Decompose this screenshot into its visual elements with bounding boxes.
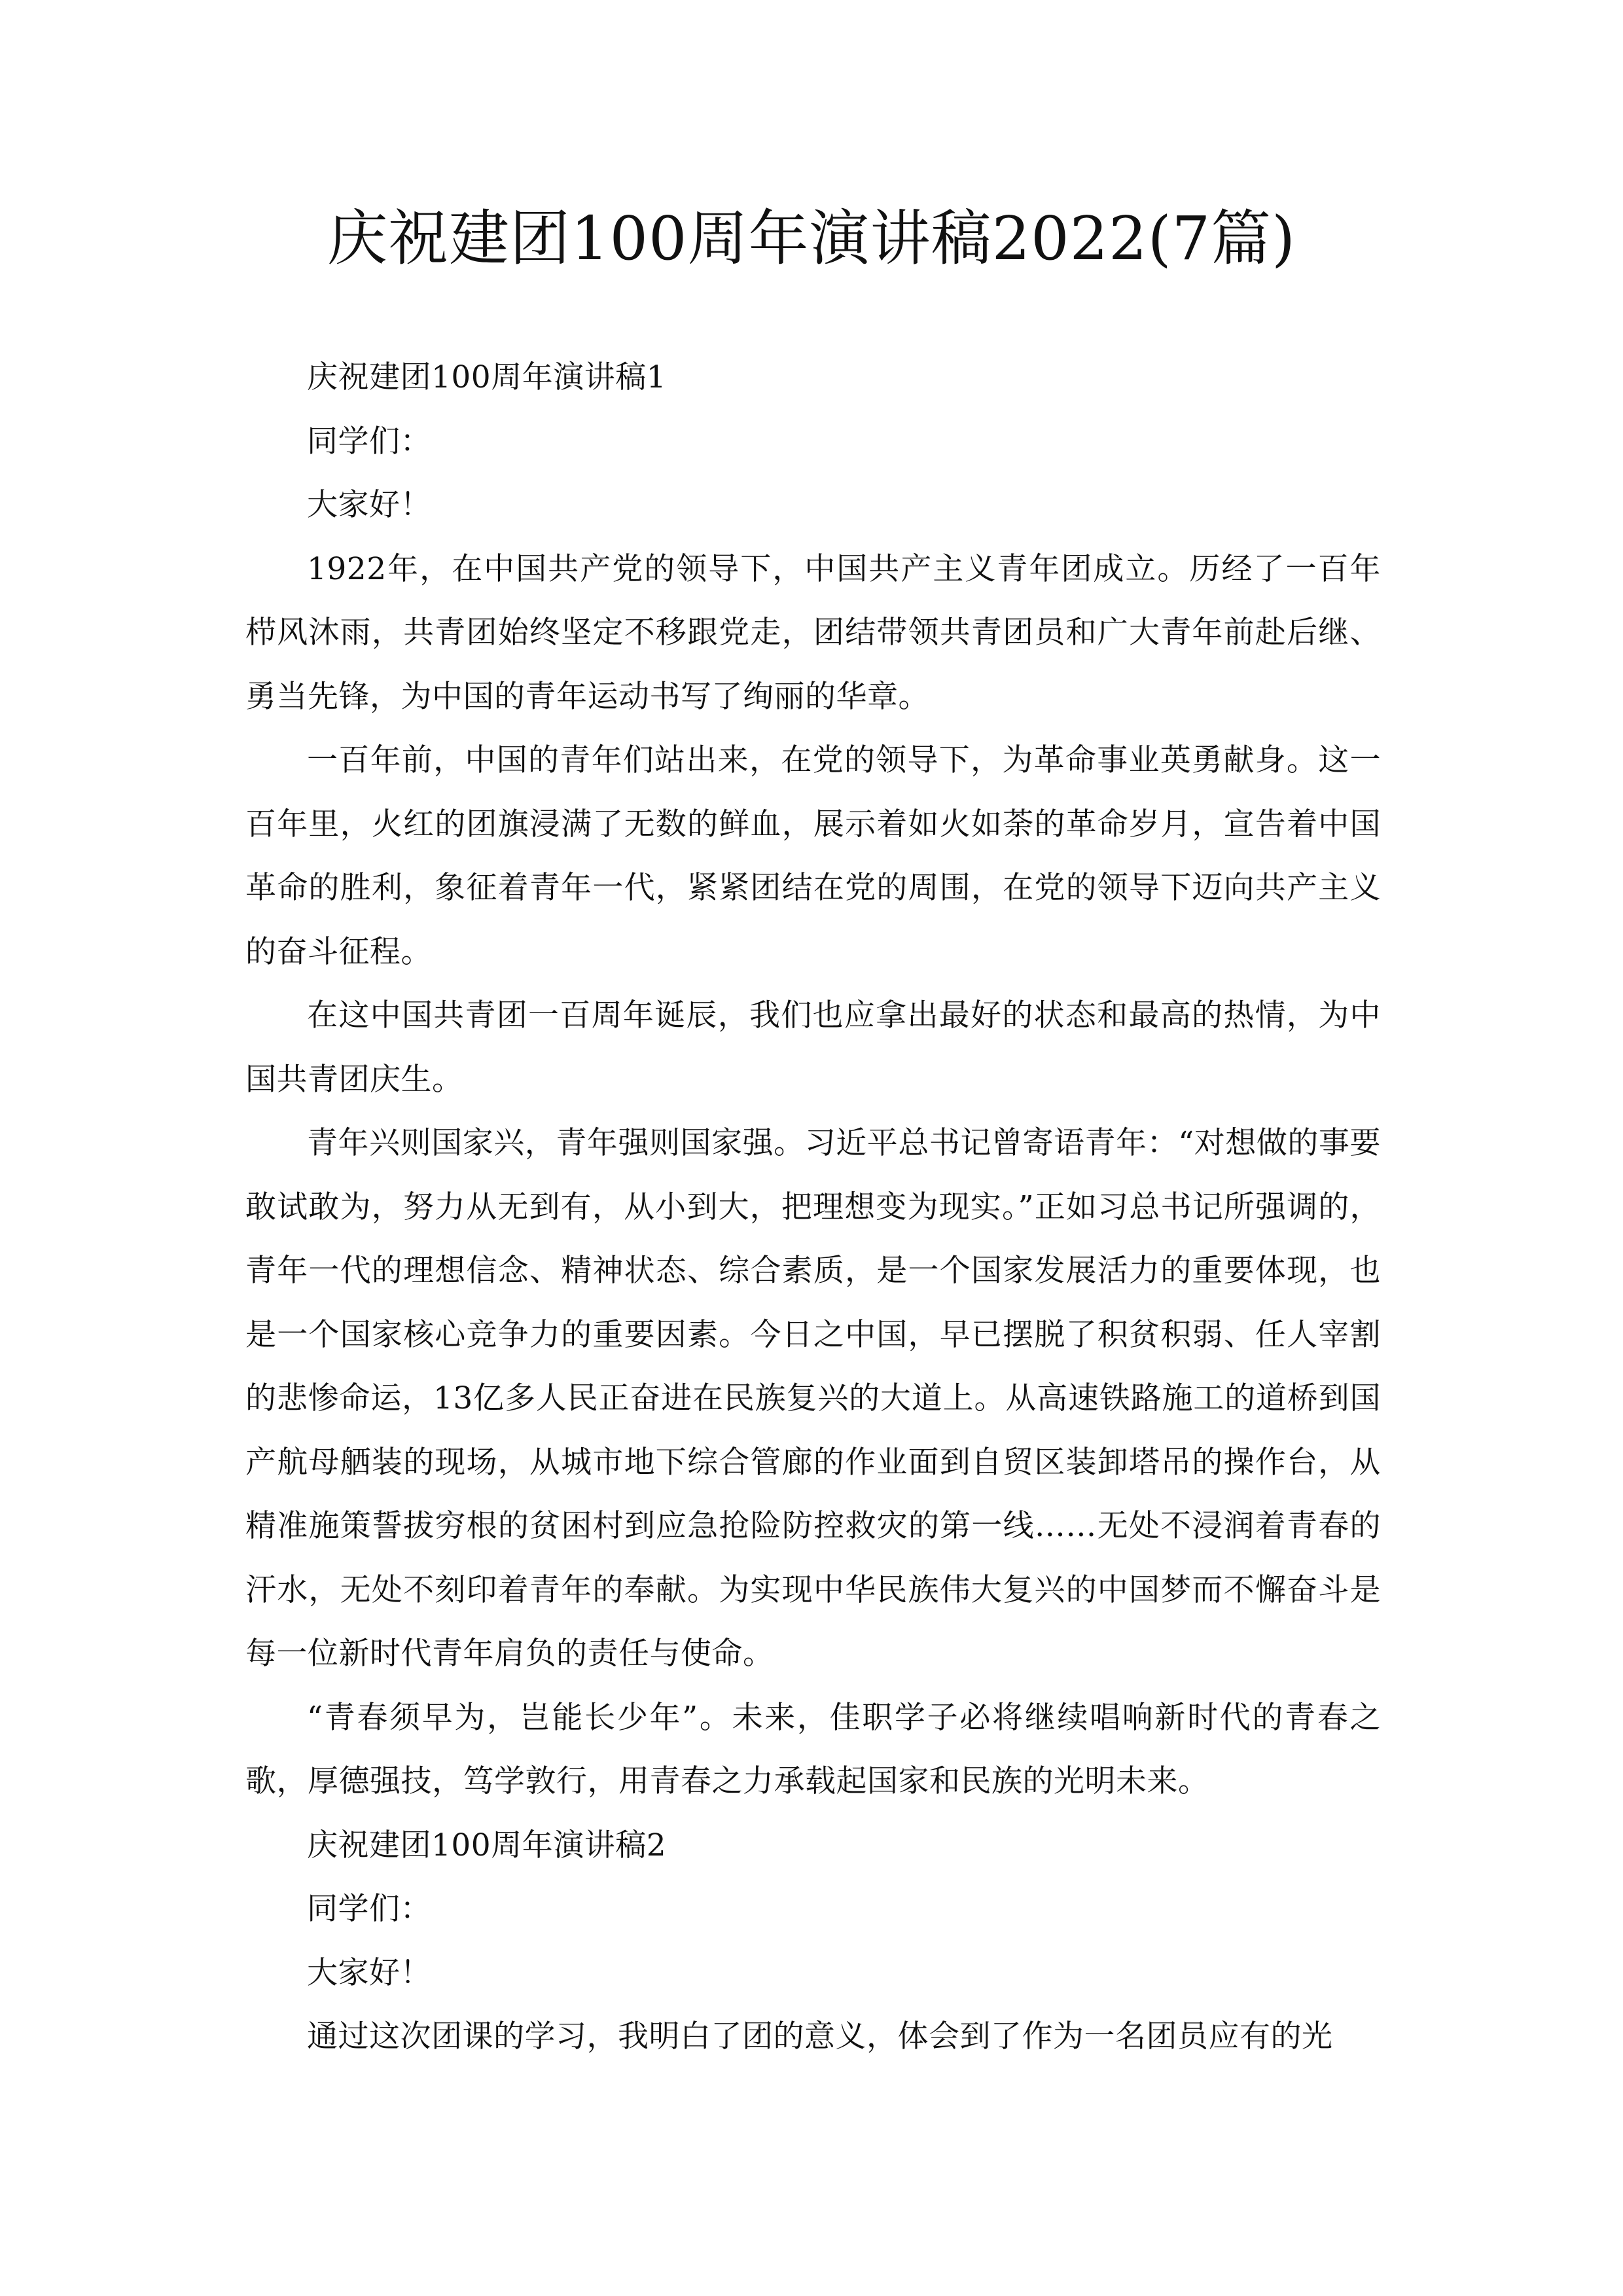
salutation: 同学们： [307, 1891, 431, 1927]
section-heading-2: 庆祝建团100周年演讲稿2 [307, 1827, 667, 1863]
greeting: 大家好！ [307, 1954, 431, 1991]
body-paragraph: 通过这次团课的学习，我明白了团的意义，体会到了作为一名团员应有的光 [307, 2018, 1333, 2054]
section-heading-1: 庆祝建团100周年演讲稿1 [307, 359, 667, 395]
document-body [245, 346, 1381, 2069]
document-title: 庆祝建团100周年演讲稿2022(7篇) [327, 204, 1296, 274]
body-paragraph: 1922年，在中国共产党的领导下，中国共产主义青年团成立。历经了一百年栉风沐雨，共青团始终坚定不移跟党走，团结带领共青团员和广大青年前赴后继、勇当先锋，为中国的青年运动书写了绚丽的华章。 [245, 550, 1381, 715]
body-paragraph: 在这中国共青团一百周年诞辰，我们也应拿出最好的状态和最高的热情，为中国共青团庆生。 [245, 997, 1381, 1098]
body-paragraph: 一百年前，中国的青年们站出来，在党的领导下，为革命事业英勇献身。这一百年里，火红的团旗浸满了无数的鲜血，展示着如火如荼的革命岁月，宣告着中国革命的胜利，象征着青年一代，紧紧团结在党的周围，在党的领导下迈向共产主义的奋斗征程。 [245, 742, 1381, 970]
greeting: 大家好！ [307, 487, 431, 523]
body-paragraph: “青春须早为，岂能长少年”。未来，佳职学子必将继续唱响新时代的青春之歌，厚德强技，笃学敦行，用青春之力承载起国家和民族的光明未来。 [245, 1699, 1381, 1799]
body-paragraph: 青年兴则国家兴，青年强则国家强。习近平总书记曾寄语青年：“对想做的事要敢试敢为，努力从无到有，从小到大，把理想变为现实。”正如习总书记所强调的，青年一代的理想信念、精神状态、综合素质，是一个国家发展活力的重要体现，也是一个国家核心竞争力的重要因素。今日之中国，早已摆脱了积贫积弱、任人宰割的悲惨命运，13亿多人民正奋进在民族复兴的大道上。从高速铁路施工的道桥到国产航母舾装的现场，从城市地下综合管廊的作业面到自贸区装卸塔吊的操作台，从精准施策誓拔穷根的贫困村到应急抢险防控救灾的第一线……无处不浸润着青春的汗水，无处不刻印着青年的奉献。为实现中华民族伟大复兴的中国梦而不懈奋斗是每一位新时代青年肩负的责任与使命。 [245, 1125, 1381, 1672]
salutation: 同学们： [307, 423, 431, 459]
